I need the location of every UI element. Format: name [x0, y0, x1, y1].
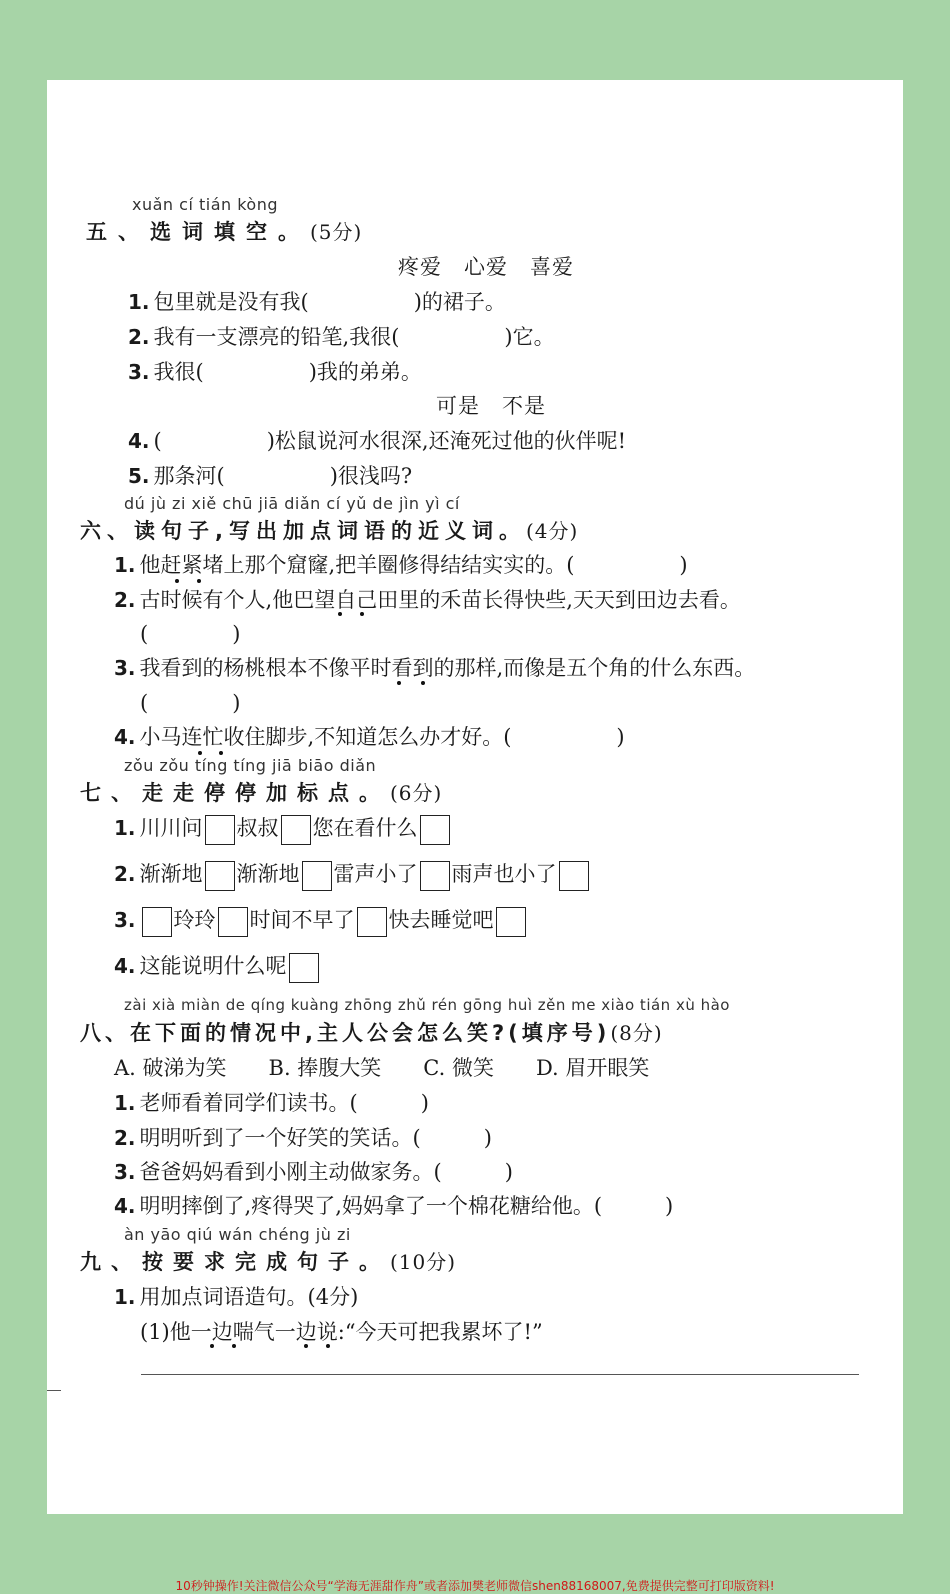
section8-choices: A. 破涕为笑 B. 捧腹大笑 C. 微笑 D. 眉开眼笑 — [114, 1056, 650, 1080]
section6-answer-2: ( ) — [140, 622, 241, 646]
section6-heading: 六、读句子,写出加点词语的近义词。(4分) — [80, 519, 579, 543]
emphasis-dot — [360, 612, 364, 616]
punctuation-box[interactable] — [302, 861, 332, 891]
section9-heading: 九、按要求完成句子。(10分) — [80, 1250, 457, 1274]
emphasis-dot — [219, 751, 223, 755]
emphasis-dot — [175, 579, 179, 583]
emphasis-dot — [210, 1344, 214, 1348]
section6-question-1: 1. 他赶紧堵上那个窟窿,把羊圈修得结结实实的。( ) — [114, 553, 688, 577]
section6-answer-3: ( ) — [140, 691, 241, 715]
section6-question-2: 2. 古时候有个人,他巴望自己田里的禾苗长得快些,天天到田边去看。 — [114, 588, 741, 612]
punctuation-box[interactable] — [281, 815, 311, 845]
section9-question-1: 1. 用加点词语造句。(4分) — [114, 1285, 359, 1309]
section6-question-4: 4. 小马连忙收住脚步,不知道怎么办才好。( ) — [114, 725, 625, 749]
section8-question-4: 4. 明明摔倒了,疼得哭了,妈妈拿了一个棉花糖给他。( ) — [114, 1194, 674, 1218]
section5-question-5: 5. 那条河( )很浅吗? — [128, 464, 413, 488]
punctuation-box[interactable] — [420, 815, 450, 845]
punctuation-box[interactable] — [289, 953, 319, 983]
section5-question-1: 1. 包里就是没有我( )的裙子。 — [128, 290, 506, 314]
section7-question-2: 2. 渐渐地 渐渐地 雷声小了 雨声也小了 — [114, 858, 591, 891]
section9-sub-question-1: (1)他一边喘气一边说:“今天可把我累坏了!” — [140, 1320, 543, 1344]
emphasis-dot — [197, 579, 201, 583]
punctuation-box[interactable] — [205, 815, 235, 845]
section5-pinyin: xuǎn cí tián kòng — [132, 195, 278, 214]
emphasis-dot — [421, 681, 425, 685]
section7-question-4: 4. 这能说明什么呢 — [114, 950, 321, 983]
section6-question-3: 3. 我看到的杨桃根本不像平时看到的那样,而像是五个角的什么东西。 — [114, 656, 756, 680]
section7-pinyin: zǒu zǒu tíng tíng jiā biāo diǎn — [124, 756, 377, 775]
answer-line[interactable] — [141, 1374, 859, 1375]
punctuation-box[interactable] — [559, 861, 589, 891]
promo-footer: 10秒钟操作!关注微信公众号“学海无涯甜作舟”或者添加樊老师微信shen88168007,免费提供完整可打印版资料! — [175, 1579, 775, 1593]
emphasis-dot — [198, 751, 202, 755]
section8-question-1: 1. 老师看着同学们读书。( ) — [114, 1091, 429, 1115]
emphasis-dot — [304, 1344, 308, 1348]
punctuation-box[interactable] — [357, 907, 387, 937]
punctuation-box[interactable] — [218, 907, 248, 937]
section5-question-2: 2. 我有一支漂亮的铅笔,我很( )它。 — [128, 325, 555, 349]
section5-question-3: 3. 我很( )我的弟弟。 — [128, 360, 422, 384]
emphasis-dot — [397, 681, 401, 685]
section5-heading: 五、选词填空。(5分) — [86, 220, 363, 244]
punctuation-box[interactable] — [142, 907, 172, 937]
margin-tick — [47, 1390, 61, 1391]
section5-question-4: 4. ( )松鼠说河水很深,还淹死过他的伙伴呢! — [128, 429, 627, 453]
punctuation-box[interactable] — [496, 907, 526, 937]
emphasis-dot — [338, 612, 342, 616]
section7-question-1: 1. 川川问 叔叔 您在看什么 — [114, 812, 452, 845]
section6-pinyin: dú jù zi xiě chū jiā diǎn cí yǔ de jìn yì cí — [124, 494, 460, 513]
section8-question-3: 3. 爸爸妈妈看到小刚主动做家务。( ) — [114, 1160, 513, 1184]
punctuation-box[interactable] — [420, 861, 450, 891]
section5-word-options-1: 疼爱 心爱 喜爱 — [398, 255, 574, 279]
section8-pinyin: zài xià miàn de qíng kuàng zhōng zhǔ rén gōng huì zěn me xiào tián xù hào — [124, 996, 730, 1014]
emphasis-dot — [326, 1344, 330, 1348]
section7-heading: 七、走走停停加标点。(6分) — [80, 781, 443, 805]
section7-question-3: 3. 玲玲 时间不早了 快去睡觉吧 — [114, 904, 528, 937]
punctuation-box[interactable] — [205, 861, 235, 891]
section5-word-options-2: 可是 不是 — [436, 394, 546, 418]
section8-question-2: 2. 明明听到了一个好笑的笑话。( ) — [114, 1126, 492, 1150]
emphasis-dot — [232, 1344, 236, 1348]
section9-pinyin: àn yāo qiú wán chéng jù zi — [124, 1225, 351, 1244]
section8-heading: 八、在下面的情况中,主人公会怎么笑?(填序号)(8分) — [80, 1021, 663, 1045]
